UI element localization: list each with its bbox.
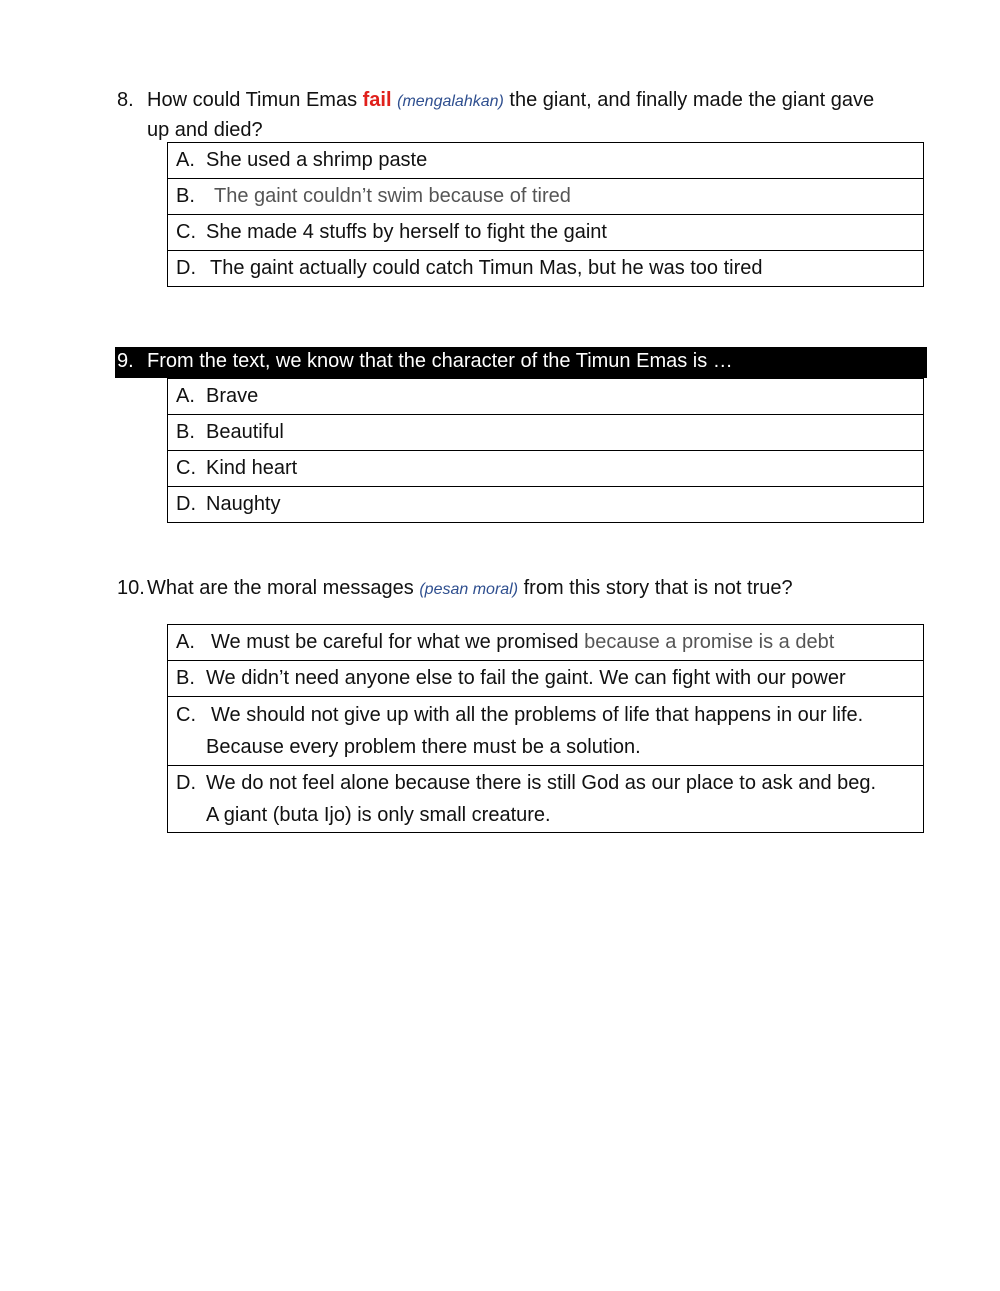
option-text: Brave — [206, 385, 259, 407]
option-text: Beautiful — [206, 421, 284, 443]
option-row[interactable] — [168, 661, 924, 697]
question-10 — [117, 574, 927, 604]
options-table-q10 — [167, 624, 924, 833]
question-text: From the text, we know that the character of the Timun Emas is … — [147, 350, 733, 372]
translation-hint: (pesan moral) — [419, 581, 519, 598]
option-row[interactable] — [168, 487, 924, 523]
option-letter: B. — [176, 421, 195, 443]
option-text-tail: because a promise is a debt — [584, 631, 835, 653]
question-text-continued: the giant, and finally made the giant gave — [509, 89, 875, 111]
question-9 — [115, 347, 927, 378]
option-text: We didn’t need anyone else to fail the gaint. We can fight with our power — [206, 667, 846, 689]
translation-hint: (mengalahkan) — [397, 93, 504, 110]
option-letter: D. — [176, 772, 196, 794]
question-text: What are the moral messages — [147, 577, 414, 599]
option-row[interactable] — [168, 415, 924, 451]
question-8 — [117, 86, 927, 144]
question-text-line2: up and died? — [147, 119, 263, 141]
question-number: 8. — [117, 89, 134, 111]
option-row[interactable] — [168, 766, 924, 833]
option-text: Naughty — [206, 493, 281, 515]
option-text: We should not give up with all the problems of life that happens in our life. — [211, 704, 864, 726]
option-text-line2: Because every problem there must be a solution. — [206, 736, 641, 758]
option-text: She made 4 stuffs by herself to fight the gaint — [206, 221, 607, 243]
option-letter: B. — [176, 667, 195, 689]
option-row[interactable] — [168, 451, 924, 487]
option-text: We must be careful for what we promised — [211, 631, 579, 653]
option-text-line2: A giant (buta Ijo) is only small creature. — [206, 804, 551, 826]
option-letter: C. — [176, 457, 196, 479]
option-text: The gaint actually could catch Timun Mas, but he was too tired — [210, 257, 763, 279]
option-letter: A. — [176, 385, 195, 407]
option-row[interactable] — [168, 251, 924, 287]
question-number: 9. — [117, 350, 134, 372]
question-text: How could Timun Emas — [147, 89, 358, 111]
option-text: She used a shrimp paste — [206, 149, 428, 171]
option-row[interactable] — [168, 143, 924, 179]
option-row[interactable] — [168, 379, 924, 415]
highlight-word: fail — [362, 89, 392, 111]
options-table-q9 — [167, 378, 924, 523]
option-letter: D. — [176, 493, 196, 515]
option-letter: D. — [176, 257, 196, 279]
question-number: 10. — [117, 577, 145, 599]
option-letter: A. — [176, 149, 195, 171]
question-text-continued: from this story that is not true? — [523, 577, 793, 599]
option-row[interactable] — [168, 215, 924, 251]
option-row[interactable] — [168, 179, 924, 215]
options-table-q8 — [167, 142, 924, 287]
option-row[interactable] — [168, 697, 924, 766]
option-text: Kind heart — [206, 457, 298, 479]
option-text: We do not feel alone because there is still God as our place to ask and beg. — [206, 772, 877, 794]
option-text: The gaint couldn’t swim because of tired — [214, 185, 571, 207]
option-letter: C. — [176, 704, 196, 726]
option-letter: A. — [176, 631, 195, 653]
option-letter: C. — [176, 221, 196, 243]
option-letter: B. — [176, 185, 195, 207]
option-row[interactable] — [168, 625, 924, 661]
